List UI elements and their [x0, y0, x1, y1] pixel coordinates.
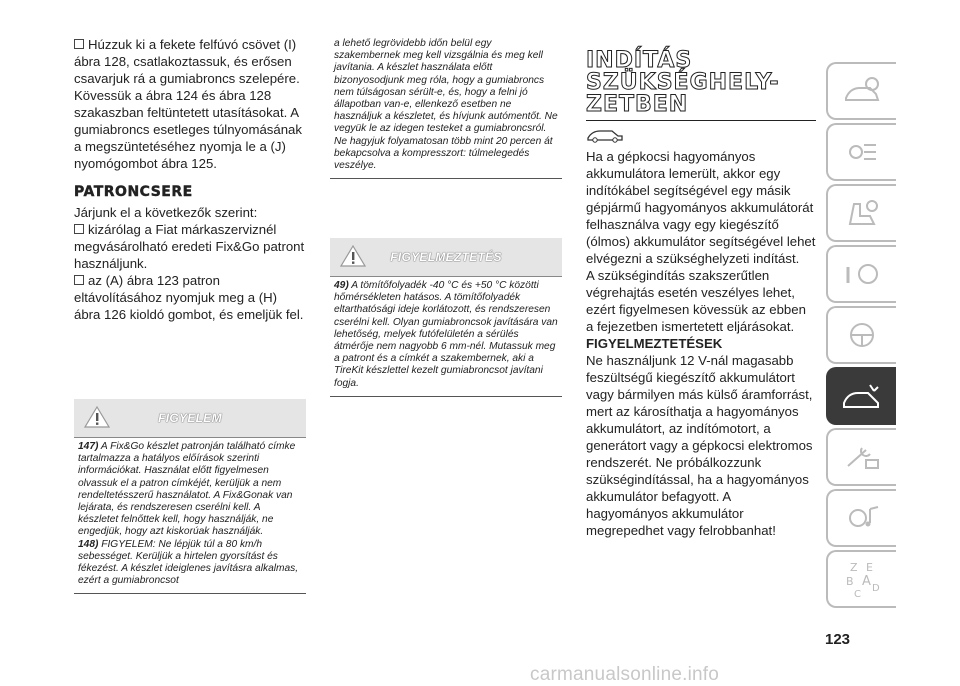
steering-key-icon [842, 259, 882, 289]
chapter-title-line: INDÍTÁS [586, 48, 693, 73]
steering-wheel-icon [842, 320, 882, 350]
caution-header [330, 238, 562, 277]
paragraph: A szükségindítás szakszerűtlen végrehajtás esetén veszélyes lehet, ezért figyelmesen kövessük az ebben a fejezetben ismertetett eljárásokat. [586, 268, 806, 334]
intro-text: Járjunk el a következők szerint: [74, 205, 258, 220]
gear-music-icon [842, 503, 882, 533]
note-text: A tömítőfolyadék -40 °C és +50 °C közötti hőmérsékleten hatásos. A tömítőfolyadék eltarthatósági ideje korlátozott, és rendszeresen cserélni kell. Olyan gumiabroncsok javítására van lehetőség, melyek futófelületén a sérülés átmérője nem nagyobb 6 mm-nél. Mutassuk meg a patront és a címkét a szakembernek, aki a TireKit készlettel kezelt gumiabroncsot javítani fogja. [334, 280, 558, 389]
note-49 [330, 277, 562, 396]
tab-multimedia[interactable] [826, 489, 896, 547]
page-number: 123 [825, 631, 851, 648]
list-item-text: az (A) ábra 123 patron eltávolításához nyomjuk meg a (H) ábra 126 kioldó gombot, és emeljük fel. [74, 273, 304, 322]
paragraph [74, 36, 306, 172]
note-number: 148) [78, 538, 99, 550]
paragraph: Ne használjunk 12 V-nál magasabb feszültségű kiegészítő akkumulátort vagy bármilyen más külső áramforrást, mert az károsíthatja a hagyományos akkumulátort, az indítómotort, a generátort vagy a gépkocsi elektromos rendszerét. Ne próbálkozzunk szükségindítással, ha a hagyományos akkumulátor befagyott. A hagyományos akkumulátor megrepedhet vagy felrobbanhat! [586, 353, 813, 538]
tab-starting[interactable] [826, 245, 896, 303]
right-column [586, 36, 816, 539]
caution-box [330, 238, 562, 397]
wrench-car-icon [842, 442, 882, 472]
watermark: carmanualsonline.info [530, 664, 720, 685]
chapter-title [586, 50, 816, 116]
tab-car-info[interactable] [826, 62, 896, 120]
svg-text:E: E [866, 561, 873, 574]
car-crash-icon [840, 381, 884, 411]
caution-title: FIGYELMEZTETÉS [390, 250, 502, 264]
tab-safety[interactable] [826, 184, 896, 242]
note-continued: a lehető legrövidebb időn belül egy szakembernek meg kell vizsgálnia és meg kell javítania. A készlet használata előtt bizonyosodjunk meg róla, hogy a gumiabroncs nem túlságosan sérült-e, és, hogy a felni jó állapotban van-e, ellenkező esetben ne használjuk a készletet, és hívjunk autómentőt. Ne vegyük le az idegen testeket a gumiabroncsról. Ne hagyjuk folyamatosan több mint 20 percen át bekapcsolva a kompresszort: túlmelegedés veszélye. [334, 38, 558, 172]
list-item [74, 272, 306, 323]
continued-warning-box [330, 36, 562, 179]
chapter-title-line: SZÜKSÉGHELY- [586, 70, 780, 95]
checkbox-bullet-icon [74, 275, 84, 285]
body-text: Húzzuk ki a fekete felfúvó csövet (I) ábra 128, csatlakoztassuk, és erősen csavarjuk rá a gumiabroncs szelepére. Kövessük a ábra 124 és ábra 128 szakaszban feltüntetett utasításokat. A gumiabroncs esetleges túlnyomásának a megszüntetéséhez nyomja le a (J) nyomógombot ábra 125. [74, 37, 302, 171]
section-heading: PATRONCSERE [74, 184, 193, 200]
svg-text:B: B [846, 575, 854, 588]
note-text: A Fix&Go készlet patronján található címke tartalmazza a hatályos előírások szerinti információkat. Használat előtt figyelmesen olvassuk el a patron címkéjét, kerüljük a nem rendeltetésszerű használatot. A Fix&Gonak van lejárata, és rendszeresen cserélni kell. A készletet felnőttek kell, hogy használják, ne engedjük, hogy azt kiskorúak használják. [78, 441, 296, 538]
chapter-tabs [826, 62, 896, 611]
tab-maintenance[interactable] [826, 428, 896, 486]
svg-text:D: D [872, 583, 880, 594]
tab-index[interactable] [826, 550, 896, 608]
note-number: 49) [334, 280, 349, 291]
list-item [74, 221, 306, 272]
warning-header [74, 399, 306, 438]
car-version-icon [586, 125, 626, 143]
warning-box [74, 399, 306, 594]
dashboard-lights-icon [842, 137, 882, 167]
note-text: FIGYELEM: Ne lépjük túl a 80 km/h sebességet. Kerüljük a hirtelen gyorsítást és fékezést. A készlet ideiglenes javításra alkalmas, ezért a gumiabroncsot [78, 538, 299, 587]
car-info-icon [842, 76, 882, 106]
tab-emergency[interactable] [826, 367, 896, 425]
tab-driving[interactable] [826, 306, 896, 364]
airbag-seat-icon [842, 198, 882, 228]
note-147 [74, 438, 306, 593]
tab-dashboard[interactable] [826, 123, 896, 181]
svg-text:C: C [854, 589, 861, 599]
checkbox-bullet-icon [74, 224, 84, 234]
subheading: FIGYELMEZTETÉSEK [586, 336, 723, 351]
svg-text:Z: Z [850, 561, 858, 574]
chapter-rule [586, 120, 816, 121]
svg-text:A: A [862, 574, 871, 589]
list-item-text: kizárólag a Fiat márkaszerviznél megvásárolható eredeti Fix&Go patront használjunk. [74, 222, 305, 271]
note-number: 147) [78, 441, 99, 452]
left-column [74, 36, 306, 323]
paragraph: Ha a gépkocsi hagyományos akkumulátora lemerült, akkor egy indítókábel segítségével egy másik gépjármű hagyományos akkumulátorát felhasználva vagy egy kiegészítő (ólmos) akkumulátor segítségével lehet elvégezni a szükséghelyzeti indítást. [586, 149, 816, 266]
checkbox-bullet-icon [74, 39, 84, 49]
chapter-title-line: ZETBEN [586, 92, 689, 117]
warning-title: FIGYELEM [158, 411, 222, 425]
alphabet-index-icon [842, 559, 882, 599]
